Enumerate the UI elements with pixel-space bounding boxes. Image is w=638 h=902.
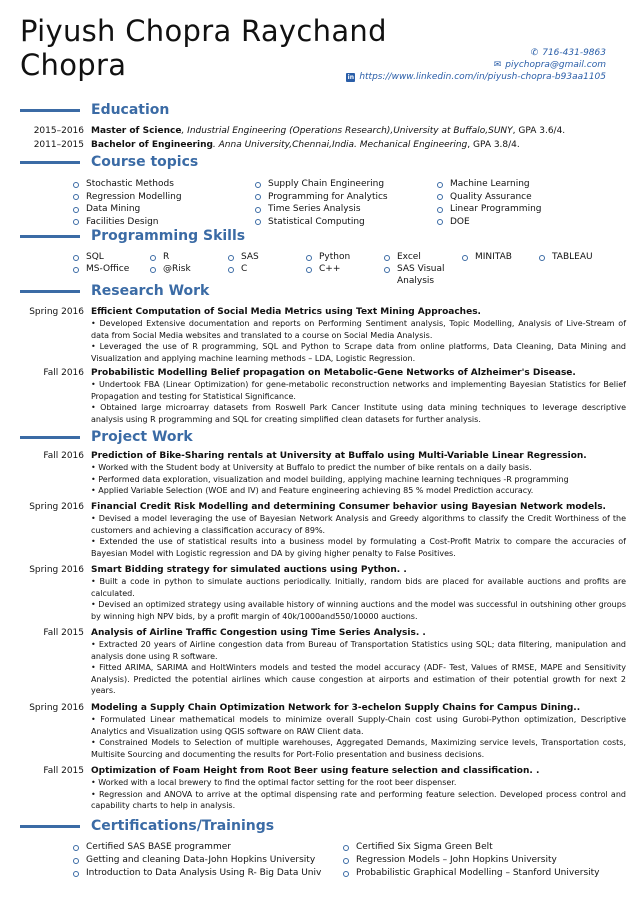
entry-bullet: • Applied Variable Selection (WOE and IV) and Feature engineering achieving 85 % model Prediction accuracy. [91, 485, 626, 497]
entry-title: Prediction of Bike-Sharing rentals at University at Buffalo using Multi-Variable Linear Regression. [91, 451, 587, 461]
entry-bullet: • Extracted 20 years of Airline congestion data from Bureau of Transportation Statistics using SQL; data filtering, manipulation and analysis done using R software. [91, 639, 626, 662]
section-title: Programming Skills [91, 228, 246, 244]
skill-item: TABLEAU [539, 251, 593, 263]
skill-item: C++ [306, 263, 350, 275]
email-link[interactable]: piychopra@gmail.com [505, 60, 606, 70]
skill-item: SAS Visual Analysis [384, 263, 456, 287]
entry-bullet: • Regression and ANOVA to arrive at the optimal dispensing rate and performing feature selection. Developed process control and capability charts to help in analysis. [91, 789, 626, 812]
skill-item: @Risk [150, 263, 191, 275]
entry-body [91, 306, 626, 364]
degree-name: Master of Science [91, 126, 182, 136]
education-date: 2015–2016 [33, 126, 84, 136]
email-icon: ✉ [493, 60, 502, 70]
entry-title: Efficient Computation of Social Media Metrics using Text Mining Approaches. [91, 307, 481, 317]
course-item: Supply Chain Engineering [255, 178, 388, 191]
entry-date: Fall 2016 [43, 451, 84, 461]
section-title: Project Work [91, 429, 193, 445]
cert-item: Probabilistic Graphical Modelling – Stanford University [343, 867, 600, 880]
entry-bullet: • Built a code in python to simulate auctions periodically. Initially, random bids are placed for available auctions and profits are calculated. [91, 576, 626, 599]
cert-item: Introduction to Data Analysis Using R- Big Data Univ [73, 867, 321, 880]
entry-body [91, 564, 626, 622]
entry-bullet: • Devised a model leveraging the use of Bayesian Network Analysis and Greedy algorithms to classify the Credit Worthiness of the customers and achieving a classification accuracy of 89%. [91, 513, 626, 536]
entry-bullet: • Constrained Models to Selection of multiple warehouses, Aggregated Demands, Maximizing service levels, Transportation costs, Multisite Sourcing and documenting the results for Port-Folio presentation and business decisions. [91, 737, 626, 760]
entry-bullet: • Obtained large microarray datasets from Roswell Park Cancer Institute using data mining techniques to leverage descriptive analysis using R programming and SQL for creating simplified clean datasets for further analysis. [91, 402, 626, 425]
entry-bullet: • Fitted ARIMA, SARIMA and HoltWinters models and tested the model accuracy (ADF- Test, Values of RMSE, MAPE and Sensitivity Analysis). Predicted the potential airlines which cause congestion at airports and estimation of their potential growth for next 2 years. [91, 662, 626, 697]
entry-title: Financial Credit Risk Modelling and determining Consumer behavior using Bayesian Network models. [91, 502, 606, 512]
course-item: Stochastic Methods [73, 178, 182, 191]
entry-title: Analysis of Airline Traffic Congestion using Time Series Analysis. . [91, 628, 426, 638]
course-item: DOE [437, 216, 542, 229]
cert-col [343, 841, 600, 880]
entry-body [91, 702, 626, 760]
entry-bullet: • Leveraged the use of R programming, SQL and Python to Scrape data from online platforms, Data Cleaning, Data Mining and Visualization and applying machine learning methods – LDA, Logistic Regression. [91, 341, 626, 364]
entry-title: Smart Bidding strategy for simulated auctions using Python. . [91, 565, 407, 575]
phone-row [346, 47, 606, 59]
entry-date: Spring 2016 [29, 565, 84, 575]
skill-item: MS-Office [73, 263, 129, 275]
course-item: Facilities Design [73, 216, 182, 229]
section-title: Course topics [91, 154, 199, 170]
entry-bullet: • Extended the use of statistical results into a business model by formulating a Cost-Profit Matrix to compare the accuracies of Bayesian Model with Logistic regression and DA by giving higher penalty to False Positives. [91, 536, 626, 559]
entry-bullet: • Devised an optimized strategy using available history of winning auctions and the model was successful in outshining other groups by winning high NPV bids, by a profit margin of 40k/1000and550/10000 auctions. [91, 599, 626, 622]
skills-col [228, 251, 259, 275]
entry-title: Modeling a Supply Chain Optimization Network for 3-echelon Supply Chains for Campus Dining.. [91, 703, 581, 713]
degree-details: . Anna University,Chennai,India. Mechanical Engineering [212, 140, 468, 150]
entry-date: Spring 2016 [29, 502, 84, 512]
section-project-work [20, 428, 620, 446]
course-item: Quality Assurance [437, 191, 542, 204]
section-bar [20, 290, 80, 293]
section-research-work [20, 282, 620, 300]
entry-body [91, 765, 626, 812]
skill-item: R [150, 251, 191, 263]
resume-name: Piyush Chopra Raychand Chopra [20, 14, 387, 82]
course-item: Linear Programming [437, 203, 542, 216]
cert-item: Getting and cleaning Data-John Hopkins University [73, 854, 321, 867]
skills-col [73, 251, 129, 275]
course-col [73, 178, 182, 228]
section-certifications [20, 817, 620, 835]
skills-col [462, 251, 512, 263]
course-item: Programming for Analytics [255, 191, 388, 204]
entry-bullet: • Formulated Linear mathematical models to minimize overall Supply-Chain cost using Gurobi-Python optimization, Descriptive Analytics and Visualization using QGIS software on RAW Client data. [91, 714, 626, 737]
cert-item: Certified SAS BASE programmer [73, 841, 321, 854]
course-item: Machine Learning [437, 178, 542, 191]
entry-bullet: • Worked with the Student body at University at Buffalo to predict the number of bike rentals on a daily basis. [91, 462, 626, 474]
entry-bullet: • Performed data exploration, visualization and model building, applying machine learning techniques -R programming [91, 474, 626, 486]
section-title: Certifications/Trainings [91, 818, 275, 834]
entry-title: Probabilistic Modelling Belief propagation on Metabolic-Gene Networks of Alzheimer's Disease. [91, 368, 576, 378]
degree-gpa: , GPA 3.6/4. [512, 126, 566, 136]
education-date: 2011–2015 [33, 140, 84, 150]
entry-bullet: • Worked with a local brewery to find the optimal factor setting for the root beer dispenser. [91, 777, 626, 789]
entry-body [91, 501, 626, 559]
entry-date: Fall 2015 [43, 628, 84, 638]
section-course-topics [20, 153, 620, 171]
skill-item: Python [306, 251, 350, 263]
section-bar [20, 109, 80, 112]
section-programming-skills [20, 227, 620, 245]
degree-gpa: , GPA 3.8/4. [467, 140, 520, 150]
phone-icon: ✆ [530, 48, 539, 58]
cert-item: Certified Six Sigma Green Belt [343, 841, 600, 854]
email-row [346, 59, 606, 71]
section-bar [20, 436, 80, 439]
education-text [91, 125, 631, 137]
linkedin-row [346, 71, 606, 83]
linkedin-link[interactable]: https://www.linkedin.com/in/piyush-chopra-b93aa1105 [359, 72, 606, 82]
entry-date: Spring 2016 [29, 307, 84, 317]
course-col [437, 178, 542, 228]
course-item: Time Series Analysis [255, 203, 388, 216]
section-bar [20, 161, 80, 164]
skill-item: MINITAB [462, 251, 512, 263]
section-title: Research Work [91, 283, 210, 299]
contact-block [346, 47, 606, 83]
skills-col [306, 251, 350, 275]
course-item: Data Mining [73, 203, 182, 216]
skills-col [539, 251, 593, 263]
entry-body [91, 367, 626, 425]
section-bar [20, 235, 80, 238]
section-education [20, 101, 620, 119]
skills-col [150, 251, 191, 275]
cert-item: Regression Models – John Hopkins University [343, 854, 600, 867]
skill-item: Excel [384, 251, 456, 263]
entry-bullet: • Undertook FBA (Linear Optimization) for gene-metabolic reconstruction networks and implementing Bayesian Statistics for Belief Propagation and testing for Statistical Significance. [91, 379, 626, 402]
course-col [255, 178, 388, 228]
course-item: Statistical Computing [255, 216, 388, 229]
skill-item: SAS [228, 251, 259, 263]
degree-name: Bachelor of Engineering [91, 140, 213, 150]
entry-body [91, 627, 626, 697]
entry-title: Optimization of Foam Height from Root Beer using feature selection and classification. . [91, 766, 540, 776]
entry-date: Fall 2016 [43, 368, 84, 378]
entry-bullet: • Developed Extensive documentation and reports on Performing Sentiment analysis, Topic Modelling, Analysis of Live-Stream of data from Social Media websites and translated to a course on Social Media Analysis. [91, 318, 626, 341]
education-text [91, 139, 631, 151]
entry-date: Fall 2015 [43, 766, 84, 776]
cert-col [73, 841, 321, 880]
skill-item: SQL [73, 251, 129, 263]
entry-body [91, 450, 626, 497]
course-item: Regression Modelling [73, 191, 182, 204]
entry-date: Spring 2016 [29, 703, 84, 713]
linkedin-icon: in [347, 73, 354, 81]
skill-item: C [228, 263, 259, 275]
section-title: Education [91, 102, 170, 118]
section-bar [20, 825, 80, 828]
degree-details: , Industrial Engineering (Operations Research),University at Buffalo,SUNY [181, 126, 513, 136]
phone-text[interactable]: 716-431-9863 [542, 48, 606, 58]
